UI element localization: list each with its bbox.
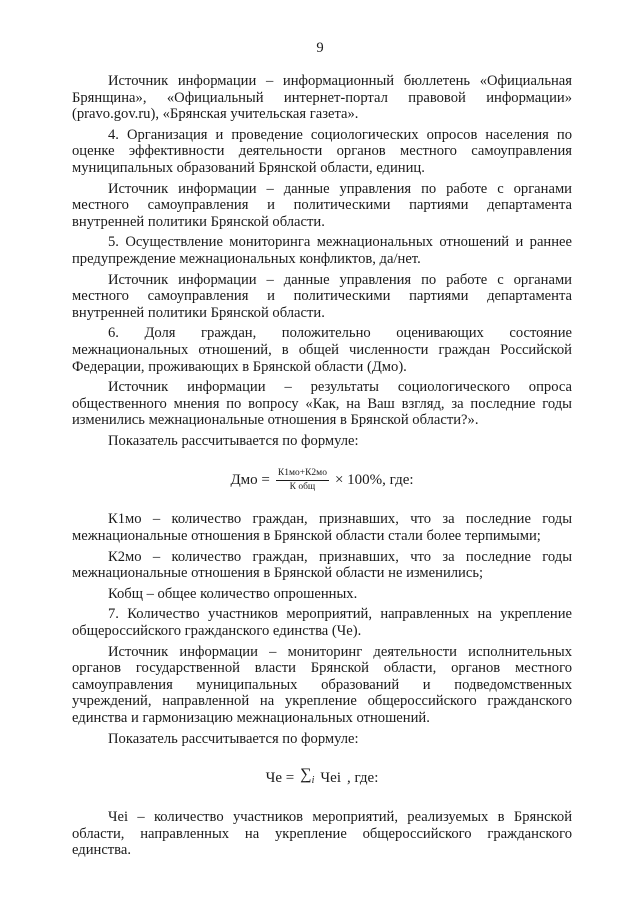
page-number: 9 (316, 40, 324, 56)
paragraph-source-info-5: Источник информации – мониторинг деятельности исполнительных органов государственной власти Брянской области, органов местного самоуправления муниципальных образований и подведомственных учреждений, направленной на укрепление общероссийского гражданского единства и гармонизацию межнациональных отношений. (72, 643, 572, 726)
formula-dmo-denominator: К общ (289, 481, 316, 492)
paragraph-item-4: 4. Организация и проведение социологических опросов населения по оценке эффективности деятельности органов местного самоуправления муниципальных образований Брянской области, единиц. (72, 126, 572, 176)
paragraph-source-info-4: Источник информации – результаты социологического опроса общественного мнения по вопросу «Как, на Ваш взгляд, за последние годы изменились межнациональные отношения в Брянской области?». (72, 379, 572, 429)
document-body (72, 73, 572, 859)
formula-che (72, 761, 572, 795)
formula-dmo-lhs: Дмо = (230, 472, 270, 489)
formula-dmo (72, 463, 572, 497)
paragraph-source-info-2: Источник информации – данные управления по работе с органами местного самоуправления и политическими партиями департамента внутренней политики Брянской области. (72, 180, 572, 230)
paragraph-chei-def: Чеi – количество участников мероприятий, реализуемых в Брянской области, направленных на укрепление общероссийского гражданского единства. (72, 809, 572, 859)
paragraph-kobsh-def: Кобщ – общее количество опрошенных. (108, 585, 358, 602)
formula-dmo-rhs: × 100%, где: (334, 472, 414, 489)
paragraph-source-info-3: Источник информации – данные управления по работе с органами местного самоуправления и политическими партиями департамента внутренней политики Брянской области. (72, 271, 572, 321)
paragraph-item-5: 5. Осуществление мониторинга межнациональных отношений и раннее предупреждение межнациональных конфликтов, да/нет. (72, 234, 572, 267)
paragraph-source-info-1: Источник информации – информационный бюллетень «Официальная Брянщина», «Официальный интернет-портал правовой информации» (pravo.gov.ru), «Брянская учительская газета». (72, 73, 572, 123)
paragraph-item-7: 7. Количество участников мероприятий, направленных на укрепление общероссийского гражданского единства (Че). (72, 606, 572, 640)
summation-index: i (311, 774, 315, 786)
formula-dmo-fraction (276, 468, 329, 493)
summation-symbol: ∑ (300, 765, 312, 783)
formula-che-rhs: , где: (347, 769, 379, 786)
paragraph-item-6: 6. Доля граждан, положительно оценивающих состояние межнациональных отношений, в общей численности граждан Российской Федерации, проживающих в Брянской области (Дмо). (72, 325, 572, 375)
paragraph-k1mo-def: К1мо – количество граждан, признавших, что за последние годы межнациональные отношения в Брянской области стали более терпимыми; (72, 511, 572, 545)
paragraph-k2mo-def: К2мо – количество граждан, признавших, что за последние годы межнациональные отношения в Брянской области не изменились; (72, 548, 572, 582)
formula-che-term: Чеi (320, 769, 341, 786)
formula-dmo-numerator: К1мо+К2мо (276, 468, 329, 481)
formula-che-lhs: Че = (265, 769, 295, 786)
paragraph-formula-intro-2: Показатель рассчитывается по формуле: (108, 730, 359, 747)
formula-che-sum (300, 767, 314, 790)
paragraph-formula-intro-1: Показатель рассчитывается по формуле: (108, 432, 359, 449)
